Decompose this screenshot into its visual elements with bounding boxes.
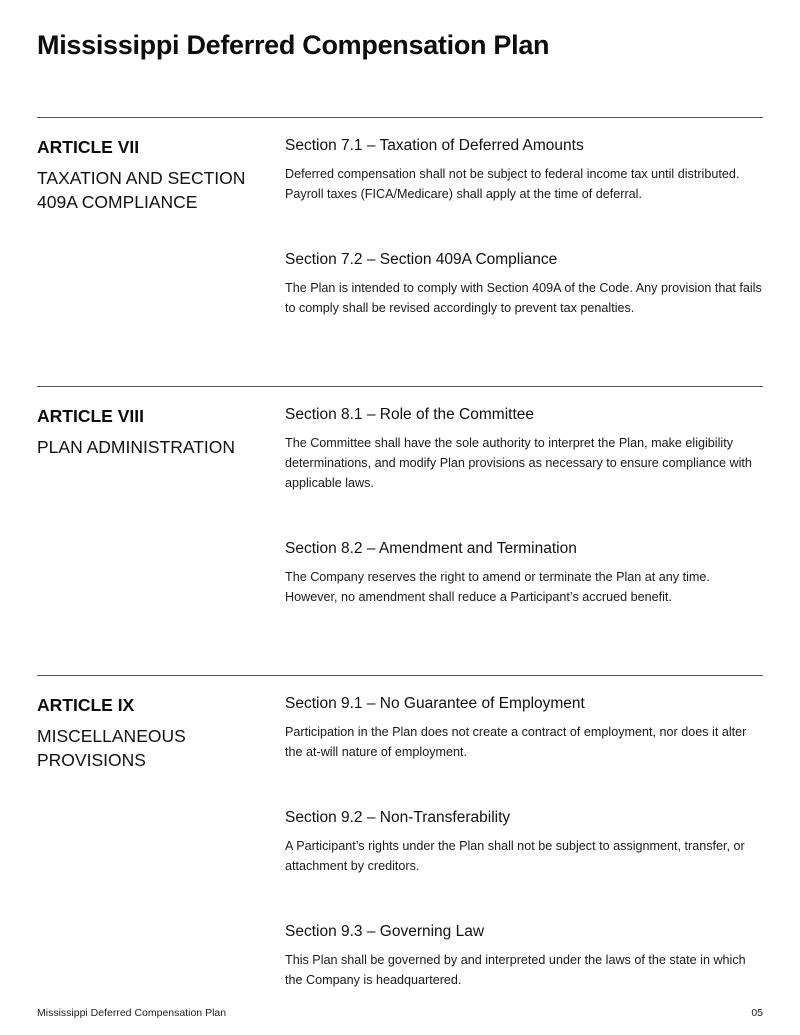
footer-title: Mississippi Deferred Compensation Plan [37, 1007, 227, 1019]
section-body: A Participant’s rights under the Plan shall not be subject to assignment, transfer, or attachment by creditors. [285, 839, 745, 873]
article-vii [37, 117, 763, 315]
page-title: Mississippi Deferred Compensation Plan [37, 30, 550, 60]
article-sections [285, 694, 763, 1020]
section-heading: Section 8.1 – Role of the Committee [285, 406, 534, 423]
section-9-1 [285, 694, 763, 762]
section-8-1 [285, 405, 763, 493]
section-heading: Section 7.1 – Taxation of Deferred Amounts [285, 137, 584, 154]
article-viii [37, 386, 763, 604]
section-body: The Plan is intended to comply with Section 409A of the Code. Any provision that fails to comply shall be revised accordingly to prevent tax penalties. [285, 281, 762, 315]
section-9-3 [285, 922, 763, 990]
section-7-2 [285, 250, 763, 318]
article-number: ARTICLE VIII [37, 406, 144, 426]
section-body: The Committee shall have the sole authority to interpret the Plan, make eligibility determinations, and modify Plan provisions as necessary to ensure compliance with applicable laws. [285, 436, 752, 490]
article-number: ARTICLE VII [37, 137, 140, 157]
article-name: MISCELLANEOUS PROVISIONS [37, 726, 186, 770]
section-heading: Section 8.2 – Amendment and Termination [285, 540, 577, 557]
article-heading [37, 694, 267, 772]
article-heading [37, 405, 267, 459]
article-name: TAXATION AND SECTION 409A COMPLIANCE [37, 168, 246, 212]
section-9-2 [285, 808, 763, 876]
article-heading [37, 136, 267, 214]
article-name: PLAN ADMINISTRATION [37, 437, 236, 457]
article-number: ARTICLE IX [37, 695, 135, 715]
section-body: Participation in the Plan does not create a contract of employment, nor does it alter the at-will nature of employment. [285, 725, 747, 759]
article-sections [285, 136, 763, 348]
section-heading: Section 7.2 – Section 409A Compliance [285, 251, 558, 268]
article-ix [37, 675, 763, 987]
section-heading: Section 9.1 – No Guarantee of Employment [285, 695, 585, 712]
article-sections [285, 405, 763, 637]
page-number: 05 [751, 1007, 763, 1019]
section-7-1 [285, 136, 763, 204]
section-heading: Section 9.3 – Governing Law [285, 923, 485, 940]
section-body: The Company reserves the right to amend or terminate the Plan at any time. However, no amendment shall reduce a Participant’s accrued benefit. [285, 570, 710, 604]
section-8-2 [285, 539, 763, 607]
section-heading: Section 9.2 – Non-Transferability [285, 809, 511, 826]
section-body: Deferred compensation shall not be subject to federal income tax until distributed. Payroll taxes (FICA/Medicare) shall apply at the time of deferral. [285, 167, 740, 201]
section-body: This Plan shall be governed by and interpreted under the laws of the state in which the Company is headquartered. [285, 953, 746, 987]
